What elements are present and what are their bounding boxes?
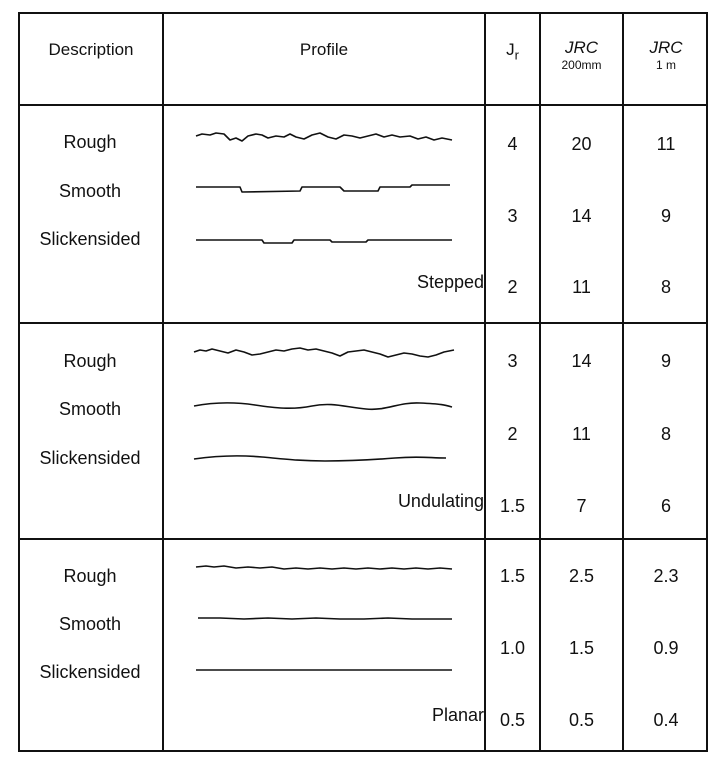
- profile-stepped-slickensided: [196, 240, 452, 243]
- jr-value: 1.5: [499, 496, 526, 516]
- jr-value: 2: [507, 277, 518, 297]
- header-profile: Profile: [299, 40, 349, 59]
- header-jr-sub: r: [514, 47, 519, 63]
- header-description: Description: [48, 40, 134, 59]
- jrc1m-value: 6: [660, 496, 671, 516]
- description-label: Rough: [63, 566, 117, 586]
- profile-stepped-smooth: [196, 185, 450, 192]
- description-label: Smooth: [58, 181, 122, 201]
- profile-planar-rough: [196, 566, 452, 569]
- jrc1m-value: 8: [660, 277, 671, 297]
- header-jrc1m-sub: 1 m: [655, 58, 676, 72]
- jrc200-value: 2.5: [568, 566, 595, 586]
- jr-value: 0.5: [499, 710, 526, 730]
- jrc1m-value: 9: [660, 351, 671, 371]
- description-label: Rough: [63, 351, 117, 371]
- jrc1m-value: 11: [656, 134, 676, 154]
- profile-stepped-rough: [196, 133, 452, 141]
- jrc200-value: 7: [576, 496, 587, 516]
- jrc1m-value: 8: [660, 424, 671, 444]
- profile-type-label: Stepped: [416, 272, 484, 292]
- jrc1m-value: 0.4: [653, 710, 679, 730]
- profile-undulating-rough: [194, 348, 454, 357]
- jrc200-value: 1.5: [568, 638, 595, 658]
- header-jrc200-sub: 200mm: [561, 58, 602, 72]
- profile-type-label: Planar: [431, 705, 484, 725]
- jrc200-value: 14: [571, 351, 592, 371]
- jr-value: 4: [507, 134, 518, 154]
- profile-undulating-slickensided: [194, 456, 446, 461]
- jrc200-value: 20: [571, 134, 592, 154]
- description-label: Smooth: [58, 399, 122, 419]
- jr-value: 3: [507, 351, 518, 371]
- jrc1m-value: 2.3: [653, 566, 679, 586]
- profile-type-label: Undulating: [397, 491, 484, 511]
- jr-value: 1.5: [499, 566, 526, 586]
- jr-value: 1.0: [499, 638, 526, 658]
- header-jrc1m-main: JRC: [649, 38, 683, 57]
- jrc200-value: 0.5: [568, 710, 595, 730]
- jr-value: 3: [507, 206, 518, 226]
- description-label: Slickensided: [39, 448, 141, 468]
- description-label: Rough: [63, 132, 117, 152]
- jrc200-value: 11: [572, 424, 591, 444]
- description-label: Slickensided: [39, 229, 141, 249]
- jr-value: 2: [507, 424, 518, 444]
- jrc200-value: 11: [572, 277, 591, 297]
- description-label: Smooth: [58, 614, 122, 634]
- jrc200-value: 14: [571, 206, 592, 226]
- jrc1m-value: 0.9: [653, 638, 679, 658]
- description-label: Slickensided: [39, 662, 141, 682]
- profile-undulating-smooth: [194, 403, 452, 409]
- profile-planar-smooth: [198, 618, 452, 619]
- header-jr-main: J: [506, 40, 515, 59]
- jrc1m-value: 9: [660, 206, 671, 226]
- header-jrc200-main: JRC: [564, 38, 599, 57]
